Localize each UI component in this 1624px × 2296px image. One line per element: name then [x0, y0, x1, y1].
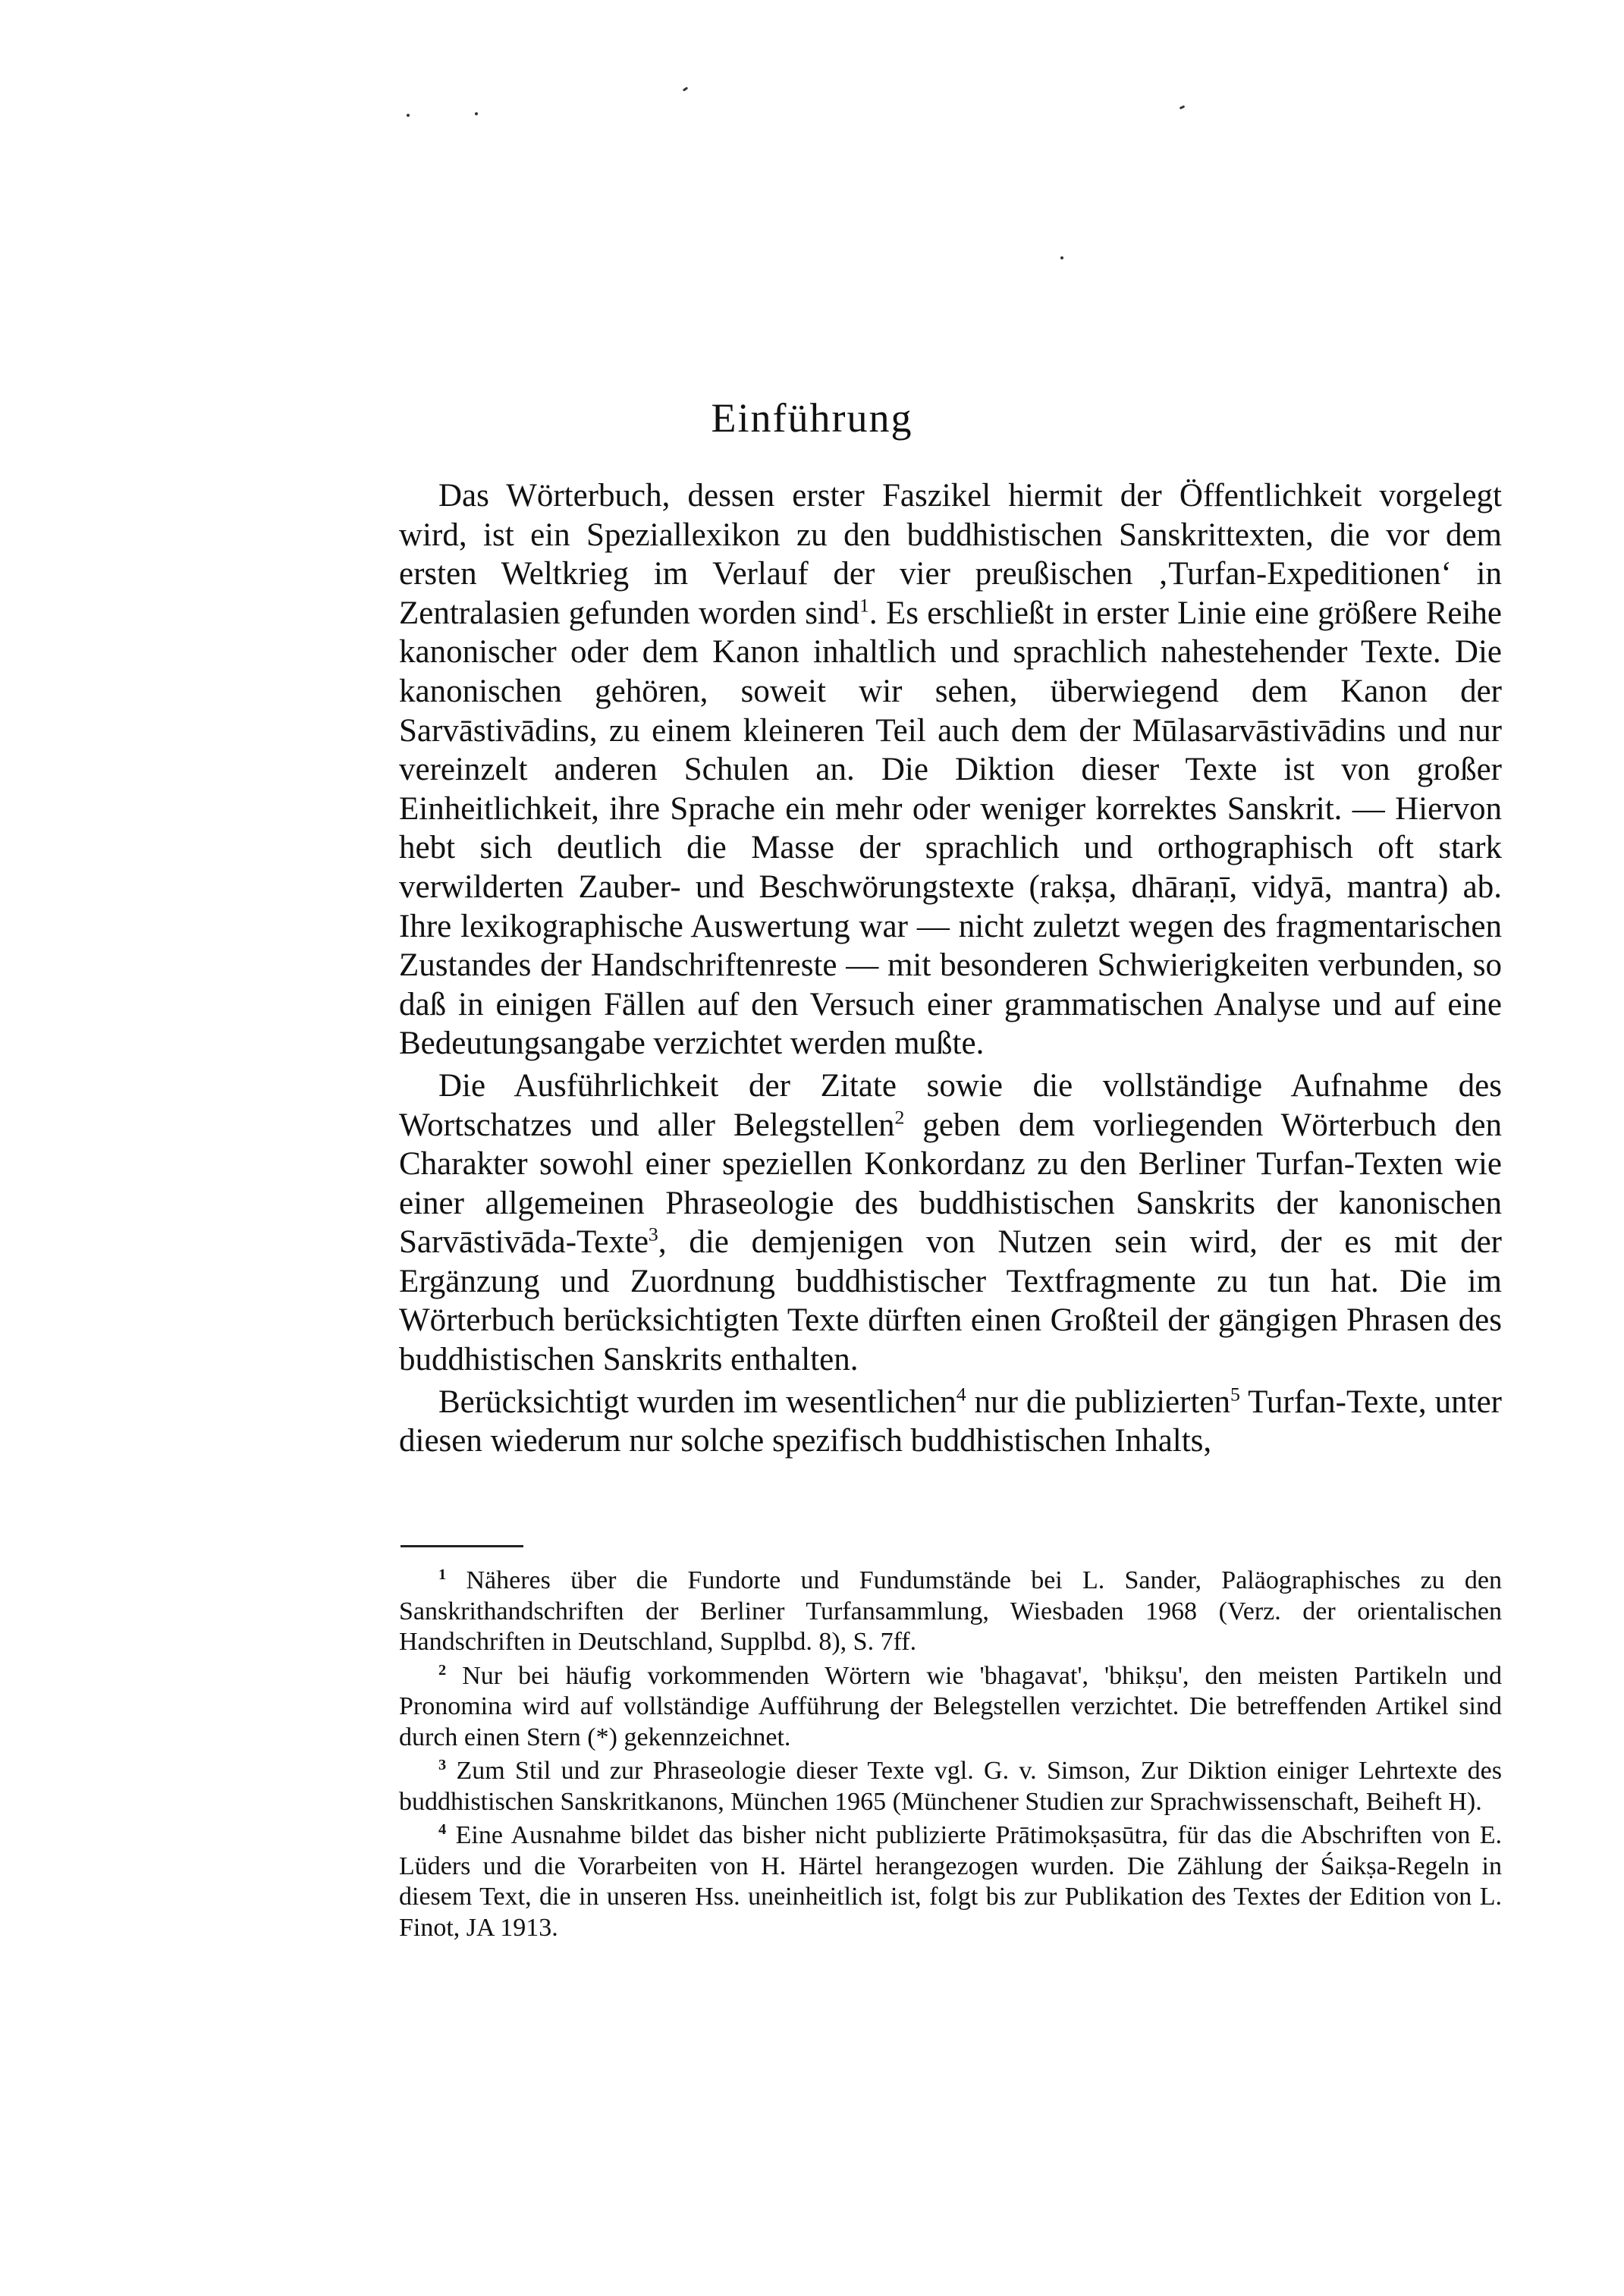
footnote	[399, 1661, 1502, 1754]
footnote-number: 4	[438, 1820, 447, 1838]
scan-speck	[475, 112, 478, 115]
footnote-ref: 4	[956, 1383, 966, 1406]
paragraph	[399, 476, 1502, 1063]
paragraph	[399, 1066, 1502, 1380]
paragraph	[399, 1383, 1502, 1461]
text-run: Turfan-Texte, unter diesen wiederum nur solche spezifisch buddhistischen Inhalts,	[399, 1384, 1502, 1459]
footnote-ref: 1	[859, 594, 869, 617]
scan-speck	[407, 114, 410, 117]
footnotes	[399, 1566, 1502, 1946]
footnote	[399, 1820, 1502, 1943]
footnote-ref: 3	[648, 1223, 658, 1245]
body-text	[399, 476, 1502, 1464]
footnote-number: 2	[438, 1661, 447, 1679]
footnote-number: 1	[438, 1566, 447, 1583]
scan-speck	[1180, 105, 1186, 110]
footnote-ref: 5	[1230, 1383, 1240, 1406]
footnote	[399, 1756, 1502, 1817]
footnote-text: Zum Stil und zur Phraseologie dieser Texte vgl. G. v. Simson, Zur Diktion einiger Lehrtexte des buddhistischen Sanskritkanons, München 1965 (Münchener Studien zur Sprachwissenschaft, Beiheft H).	[399, 1757, 1502, 1816]
text-run: Das Wörterbuch, dessen erster Faszikel hiermit der Öffentlichkeit vorgelegt wird, ist ein Speziallexikon zu den buddhistischen Sanskrittexten, die vor dem ersten Weltkrieg im Verlauf der vier preußischen ‚Turfan-Expeditionen‘ in Zentralasien gefunden worden sind	[399, 478, 1502, 631]
footnote	[399, 1566, 1502, 1658]
text-run: Berücksichtigt wurden im wesentlichen	[438, 1384, 956, 1420]
footnote-ref: 2	[894, 1106, 905, 1129]
text-run: , die demjenigen von Nutzen sein wird, der es mit der Ergänzung und Zuordnung buddhistischer Textfragmente zu tun hat. Die im Wörterbuch berücksichtigten Texte dürften einen Großteil der gängigen Phrasen des buddhistischen Sanskrits enthalten.	[399, 1224, 1502, 1378]
text-run: nur die publizierten	[966, 1384, 1230, 1420]
footnote-text: Eine Ausnahme bildet das bisher nicht publizierte Prātimokṣasūtra, für das die Abschriften von E. Lüders und die Vorarbeiten von H. Härtel herangezogen wurden. Die Zählung der Śaikṣa-Regeln in diesem Text, die in unseren Hss. uneinheitlich ist, folgt bis zur Publikation des Textes der Edition von L. Finot, JA 1913.	[399, 1821, 1503, 1942]
scan-speck	[1060, 256, 1063, 259]
footnote-number: 3	[438, 1756, 447, 1773]
page-title: Einführung	[711, 395, 913, 441]
footnote-text: Näheres über die Fundorte und Fundumstände bei L. Sander, Paläographisches zu den Sanskrithandschriften der Berliner Turfansammlung, Wiesbaden 1968 (Verz. der orientalischen Handschriften in Deutschland, Supplbd. 8), S. 7ff.	[399, 1566, 1502, 1656]
scan-speck	[683, 86, 688, 91]
text-run: geben dem vorliegenden Wörterbuch den Charakter sowohl einer speziellen Konkordanz zu den Berliner Turfan-Texten wie einer allgemeinen Phraseologie des buddhistischen Sanskrits der kanonischen Sarvāstivāda-Texte	[399, 1107, 1502, 1261]
text-run: Die Ausführlichkeit der Zitate sowie die vollständige Aufnahme des Wortschatzes und aller Belegstellen	[399, 1067, 1502, 1143]
footnote-text: Nur bei häufig vorkommenden Wörtern wie 'bhagavat', 'bhikṣu', den meisten Partikeln und Pronomina wird auf vollständige Aufführung der Belegstellen verzichtet. Die betreffenden Artikel sind durch einen Stern (*) gekennzeichnet.	[399, 1661, 1503, 1751]
footnote-divider	[401, 1545, 523, 1547]
text-run: . Es erschließt in erster Linie eine größere Reihe kanonischer oder dem Kanon inhaltlich und sprachlich nahestehender Texte. Die kanonischen gehören, soweit wir sehen, überwiegend dem Kanon der Sarvāstivādins, zu einem kleineren Teil auch dem der Mūlasarvāstivādins und nur vereinzelt anderen Schulen an. Die Diktion dieser Texte ist von großer Einheitlichkeit, ihre Sprache ein mehr oder weniger korrektes Sanskrit. — Hiervon hebt sich deutlich die Masse der sprachlich und orthographisch oft stark verwilderten Zauber- und Beschwörungstexte (rakṣa, dhāraṇī, vidyā, mantra) ab. Ihre lexikographische Auswertung war — nicht zuletzt wegen des fragmentarischen Zustandes der Handschriftenreste — mit besonderen Schwierigkeiten verbunden, so daß in einigen Fällen auf den Versuch einer grammatischen Analyse und auf eine Bedeutungsangabe verzichtet werden mußte.	[399, 595, 1502, 1062]
